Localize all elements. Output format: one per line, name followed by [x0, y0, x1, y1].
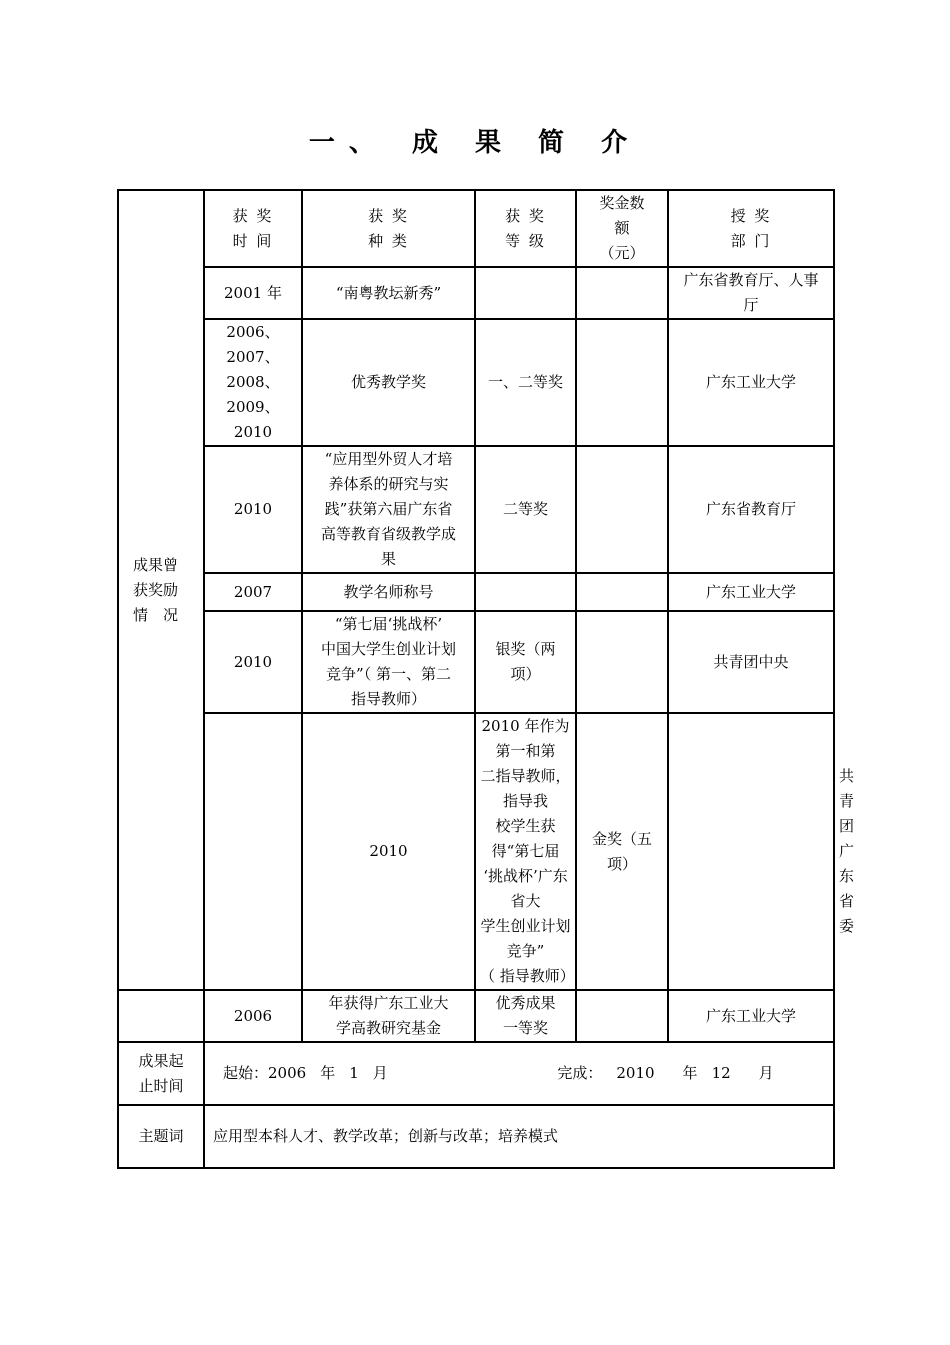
cell-type: “第七届‘挑战杯’ 中国大学生创业计划 竞争”（ 第一、第二 指导教师） [302, 611, 475, 713]
end-month-unit: 月 [758, 1064, 774, 1082]
cell-level [475, 573, 576, 611]
cell-dept: 共青团中央 [668, 611, 834, 713]
cell-type: 年获得广东工业大 学高教研究基金 [302, 990, 475, 1042]
period-label: 成果起 止时间 [118, 1042, 204, 1105]
cell-dept: 广东省教育厅 [668, 446, 834, 573]
awards-section-label: 成果曾 获奖励 情 况 [118, 190, 204, 990]
cell-time: 2010 [204, 446, 302, 573]
cell-amount [576, 573, 668, 611]
end-label: 完成： [557, 1064, 603, 1082]
table-row: 2010 2010 年作为第一和第 二指导教师，指导我 校学生获得“第七届 ‘挑战杯’广东省大 学生创业计划竞争” （ 指导教师） 金奖（五 项） 共青团广东省委 [118, 713, 834, 990]
end-year-unit: 年 [682, 1064, 698, 1082]
header-award-amount: 奖金数 额 （元） [576, 190, 668, 267]
header-award-type: 获 奖 种 类 [302, 190, 475, 267]
table-row [118, 446, 834, 573]
keywords-value: 应用型本科人才、教学改革；创新与改革；培养模式 [204, 1105, 834, 1168]
keywords-row [118, 1105, 834, 1168]
cell-amount [576, 319, 668, 446]
table-row [118, 267, 834, 319]
keywords-label: 主题词 [118, 1105, 204, 1168]
cell-dept: 广东工业大学 [668, 990, 834, 1042]
table-header-row [118, 190, 834, 267]
table-row [118, 990, 834, 1042]
cell-dept: 广东工业大学 [668, 319, 834, 446]
cell-time: 2006、 2007、 2008、 2009、2010 [204, 319, 302, 446]
start-month-unit: 月 [372, 1064, 388, 1082]
cell-amount [576, 611, 668, 713]
table-row [118, 611, 834, 713]
cell-time: 2007 [204, 573, 302, 611]
cell-amount [668, 713, 834, 990]
start-year: 2006 [268, 1064, 307, 1082]
table-row [118, 319, 834, 446]
side-blank-cell [118, 990, 204, 1042]
award-table [117, 189, 855, 1169]
cell-amount [576, 267, 668, 319]
cell-dept: 广东工业大学 [668, 573, 834, 611]
start-label: 起始： [223, 1064, 269, 1082]
start-year-unit: 年 [320, 1064, 336, 1082]
cell-type: 2010 年作为第一和第 二指导教师，指导我 校学生获得“第七届 ‘挑战杯’广东省大 学生创业计划竞争” （ 指导教师） [475, 713, 576, 990]
cell-time: 2001 年 [204, 267, 302, 319]
table-row [118, 573, 834, 611]
cell-dept: 广东省教育厅、人事 厅 [668, 267, 834, 319]
page-title: 一、 成 果 简 介 [308, 128, 642, 158]
header-award-level: 获 奖 等 级 [475, 190, 576, 267]
side-blank-cell [204, 713, 302, 990]
cell-type: 优秀教学奖 [302, 319, 475, 446]
cell-level: 二等奖 [475, 446, 576, 573]
cell-amount [576, 990, 668, 1042]
cell-amount [576, 446, 668, 573]
cell-type: 教学名师称号 [302, 573, 475, 611]
header-award-dept: 授 奖 部 门 [668, 190, 834, 267]
period-value [204, 1042, 834, 1105]
cell-time: 2010 [302, 713, 475, 990]
cell-type: “应用型外贸人才培 养体系的研究与实 践”获第六届广东省 高等教育省级教学成 果 [302, 446, 475, 573]
end-year: 2010 [616, 1064, 655, 1082]
start-month: 1 [349, 1064, 359, 1082]
cell-time: 2010 [204, 611, 302, 713]
cell-level: 银奖（两 项） [475, 611, 576, 713]
end-month: 12 [711, 1064, 731, 1082]
cell-level [475, 267, 576, 319]
cell-level: 优秀成果 一等奖 [475, 990, 576, 1042]
cell-level: 金奖（五 项） [576, 713, 668, 990]
cell-level: 一、二等奖 [475, 319, 576, 446]
cell-type: “南粤教坛新秀” [302, 267, 475, 319]
header-award-time: 获 奖 时 间 [204, 190, 302, 267]
period-row [118, 1042, 834, 1105]
cell-time: 2006 [204, 990, 302, 1042]
